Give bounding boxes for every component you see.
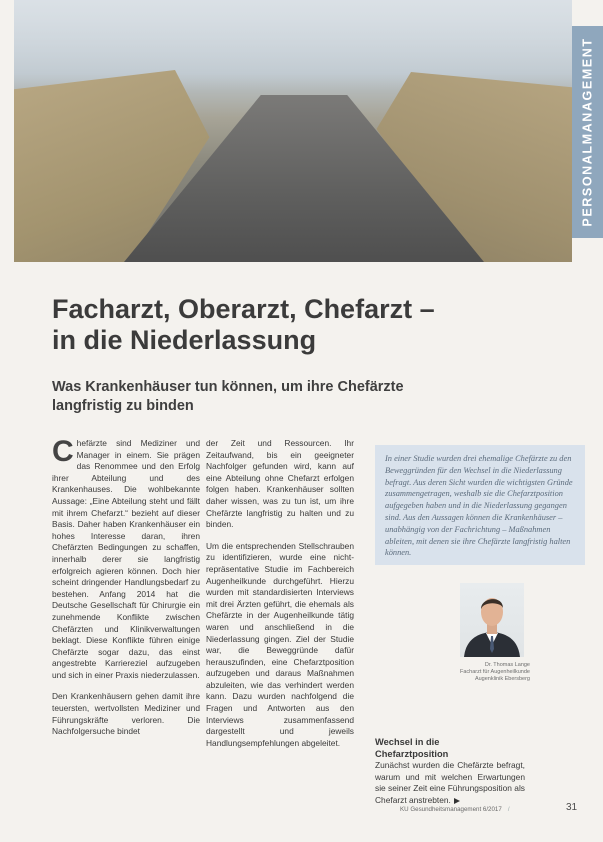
header-photo [14, 0, 572, 262]
photo-sky [14, 0, 572, 90]
continue-arrow-icon [454, 798, 460, 804]
portrait-illustration [460, 583, 524, 657]
intro-text: hefärzte sind Mediziner und Manager in einem. Sie prägen das Renommee und den Erfolg ihrer Abteilung und des Krankenhauses. Die wohlbekannte Aussage: „Eine Abteilung steht und fällt mit ihrem Chefarzt.“ bezieht auf dieser Basis. Daher haben Krankenhäuser ein hohes Interesse daran, ihren Chefärzten Bedingungen zu schaffen, innerhalb derer sie langfristig erfolgreich agieren können. Doch hier scheint dringender Handlungsbedarf zu bestehen. Anfang 2014 hat die Deutsche Gesellschaft für Chirurgie ein zunehmende Konflikte zwischen Chefärzten und Klinikverwaltungen beklagt. Diese Konflikte führen einige Chefärzte sogar dazu, das einst angestrebte Karriereziel aufzugeben und sich in einer Praxis niederzulassen. [52, 438, 200, 680]
paragraph-3: der Zeit und Ressourcen. Ihr Zeitaufwand, bis ein geeigneter Nachfolger gefunden wird, kann auf eine Abteilung ohne Chefarzt erfolgen folgen haben. Krankenhäuser sollten daher wissen, was zu tun ist, um ihre Chefärzte langfristig zu halten und zu binden. [206, 438, 354, 530]
portrait-caption [432, 662, 530, 683]
article-title [52, 294, 572, 356]
section-heading-line-2: Chefarztposition [375, 748, 449, 759]
section-heading [375, 737, 525, 760]
author-portrait [460, 583, 524, 657]
pull-quote-text: In einer Studie wurden drei ehemalige Chefärzte zu den Beweggründen für den Wechsel in die Niederlassung befragt. Aus deren Sicht wurden die wichtigsten Gründe zusammengetragen, weshalb sie die Chefarztposition aufgegeben haben und in die Niederlassung gegangen sind. Aus den Aussagen können die Krankenhäuser – unabhängig von der Fachrichtung – Maßnahmen ableiten, mit denen sie ihre Chefärzte langfristig halten können. [385, 454, 573, 558]
page-footer [400, 806, 570, 813]
pull-quote-box [375, 445, 585, 565]
body-column-3 [375, 760, 525, 806]
caption-line-2: Facharzt für Augenheilkunde [459, 669, 530, 675]
title-line-1: Facharzt, Oberarzt, Chefarzt – [52, 294, 435, 324]
section-tab-label: PERSONALMANAGEMENT [580, 37, 595, 227]
dropcap: C [52, 435, 74, 468]
paragraph-2: Den Krankenhäusern gehen damit ihre teuersten, wertvollsten Mediziner und Führungskräfte verloren. Die Nachfolgersuche bindet [52, 691, 200, 737]
body-column-1 [52, 435, 200, 748]
article-subtitle [52, 378, 532, 416]
paragraph-5: Zunächst wurden die Chefärzte befragt, warum und mit welchen Erwartungen sie seiner Zeit eine Führungsposition als Chefarzt anstrebten. [375, 760, 525, 805]
paragraph-4: Um die entsprechenden Stellschrauben zu identifizieren, wurde eine nicht-repräsentative Studie im Fachbereich Augenheilkunde durchgeführt. Hierzu wurden mit standardisierten Interviews mit drei Ärzten geführt, die ehemals als Chefärzte in der Augenheilkunde tätig waren und anschließend in die Niederlassung gingen. Ziel der Studie war, die Beweggründe dafür herauszufinden, eine Chefarztposition aufzugeben und daraus Maßnahmen abzuleiten, wie das verhindert werden kann. Dazu wurden nachfolgend die Fragen und Antworten aus den Interviews zusammenfassend dargestellt und jeweils Handlungsempfehlungen abgeleitet. [206, 540, 354, 748]
caption-line-3: Augenklinik Ebersberg [474, 676, 530, 682]
intro-paragraph [52, 435, 200, 681]
page-number: 31 [566, 802, 578, 813]
body-column-2 [206, 438, 354, 759]
title-line-2: in die Niederlassung [52, 325, 317, 355]
subtitle-line-1: Was Krankenhäuser tun können, um ihre Chefärzte [52, 379, 404, 395]
caption-line-1: Dr. Thomas Lange [484, 662, 530, 668]
section-tab [572, 26, 603, 238]
journal-name: KU Gesundheitsmanagement 6/2017 [400, 806, 502, 813]
section-heading-line-1: Wechsel in die [375, 737, 440, 747]
subtitle-line-2: langfristig zu binden [52, 398, 194, 414]
footer-separator: / [507, 806, 510, 813]
